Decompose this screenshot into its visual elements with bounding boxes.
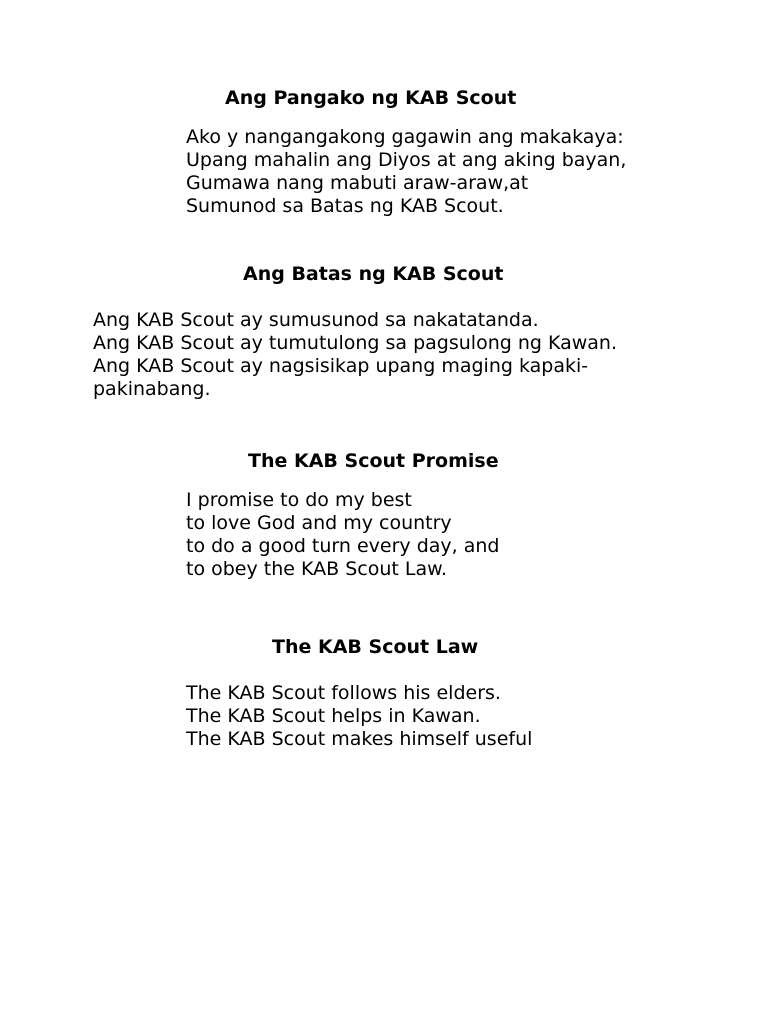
section-title-pangako: Ang Pangako ng KAB Scout	[225, 87, 517, 109]
body-line: to do a good turn every day, and	[186, 535, 500, 557]
section-body-batas	[93, 309, 617, 401]
body-line: I promise to do my best	[186, 489, 412, 511]
body-line: The KAB Scout follows his elders.	[186, 682, 501, 704]
body-line: Upang mahalin ang Diyos at ang aking bayan,	[186, 149, 627, 171]
section-body-promise	[186, 489, 499, 581]
body-line: Ang KAB Scout ay sumusunod sa nakatatanda.	[93, 309, 539, 331]
section-title-law: The KAB Scout Law	[272, 636, 479, 658]
section-body-pangako	[186, 126, 626, 218]
body-line: Ang KAB Scout ay tumutulong sa pagsulong ng Kawan.	[93, 332, 618, 354]
section-title-batas: Ang Batas ng KAB Scout	[243, 263, 504, 285]
body-line: Ang KAB Scout ay nagsisikap upang maging kapaki-	[93, 355, 589, 377]
body-line: The KAB Scout helps in Kawan.	[186, 705, 481, 727]
body-line: Sumunod sa Batas ng KAB Scout.	[186, 195, 504, 217]
body-line: Gumawa nang mabuti araw-araw,at	[186, 172, 529, 194]
body-line: to love God and my country	[186, 512, 452, 534]
section-title-promise: The KAB Scout Promise	[248, 450, 499, 472]
body-line: pakinabang.	[93, 378, 211, 400]
body-line: Ako y nangangakong gagawin ang makakaya:	[186, 126, 624, 148]
body-line: The KAB Scout makes himself useful	[186, 728, 533, 750]
section-body-law	[186, 682, 532, 751]
body-line: to obey the KAB Scout Law.	[186, 558, 447, 580]
